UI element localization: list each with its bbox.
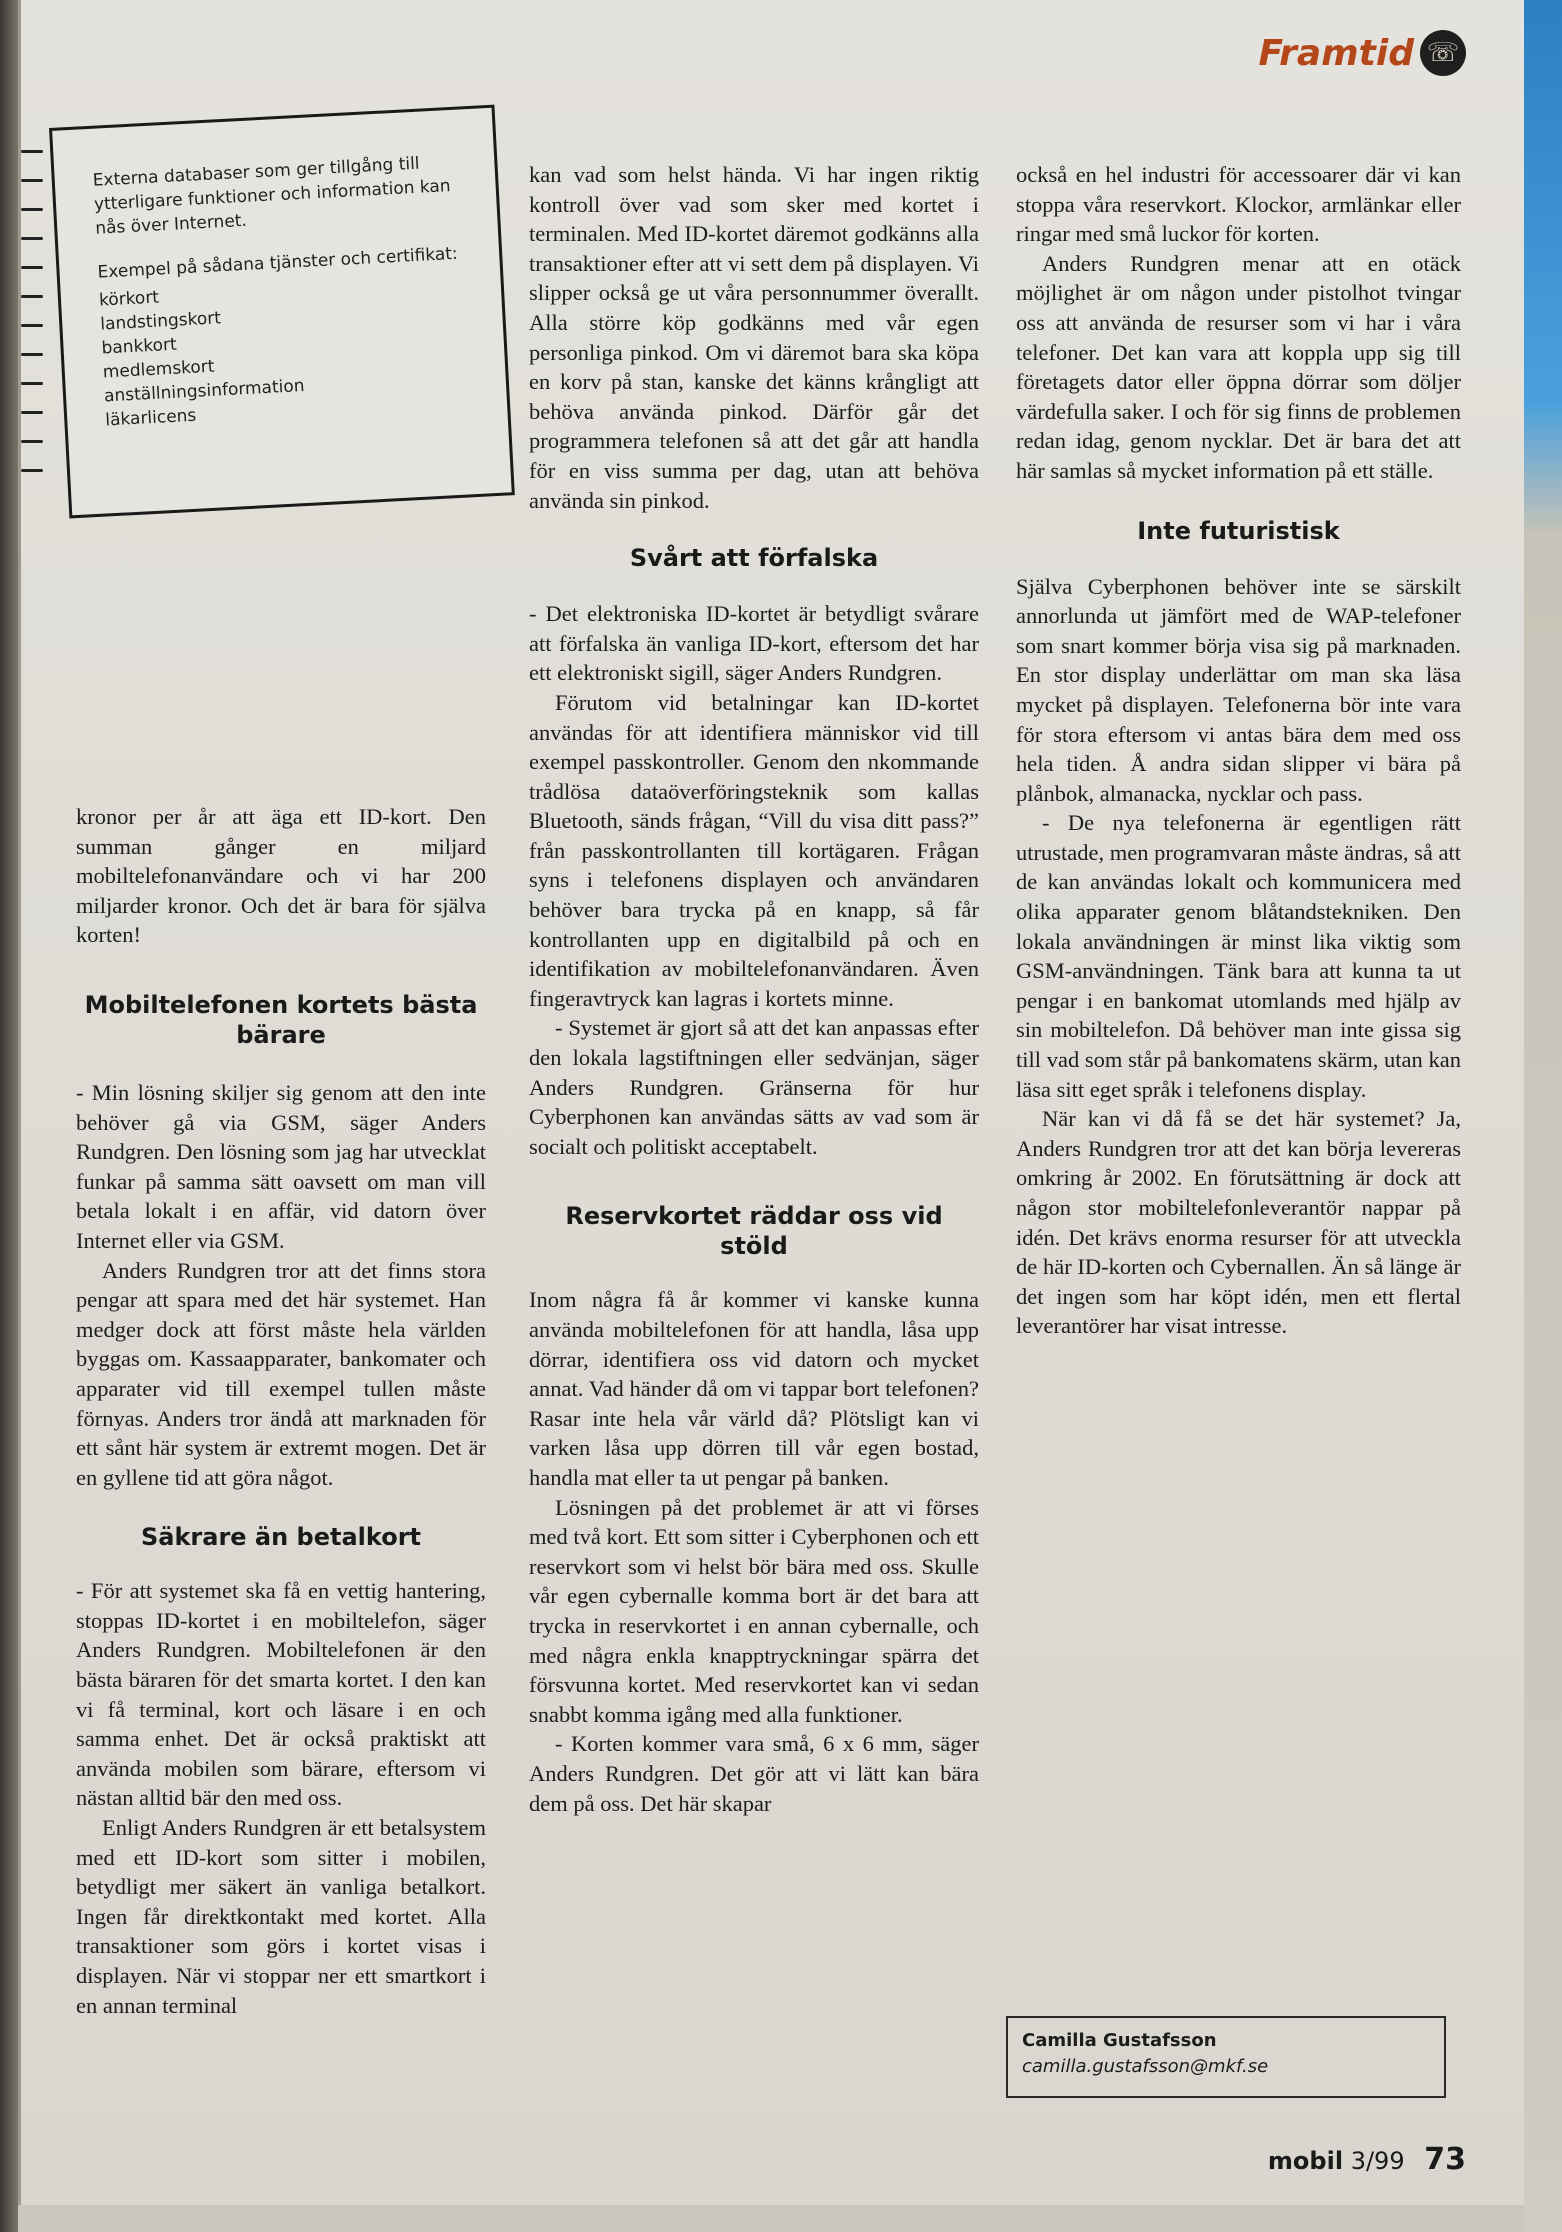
list-item: körkort xyxy=(98,287,160,311)
issue-number: 3/99 xyxy=(1350,2147,1405,2175)
page-edge-lines xyxy=(21,150,45,530)
paragraph: Inom några få år kommer vi kanske kunna använda mobiltelefonen för att handla, låsa upp dörrar, identifiera oss vid datorn och mycket annat. Vad händer då om vi tappar bort telefonen? Rasar inte hela vår värld då? Plötsligt kan vi varken låsa upp dörren till vår egen bostad, handla mat eller ta ut pengar på banken. xyxy=(529,1287,979,1490)
section-title: Framtid xyxy=(1258,32,1414,74)
list-item: läkarlicens xyxy=(104,405,197,431)
magazine-page xyxy=(18,0,1526,2205)
list-item: landstingskort xyxy=(99,308,222,335)
section-header xyxy=(1258,30,1466,76)
paragraph: Själva Cyberphonen behöver inte se särskilt annorlunda ut jämfört med de WAP-telefoner som snart kommer börja visa sig på marknaden. En stor display underlättar om man ska läsa mycket på displayen. Telefonerna bör inte vara för stora eftersom vi antas bära dem med oss hela tiden. Å andra sidan slipper vi bära på plånbok, almanacka, nycklar och pass. xyxy=(1016,573,1461,806)
paragraph: - Min lösning skiljer sig genom att den inte behöver gå via GSM, säger Anders Rundgren. Den lösning som jag har utvecklat funkar på samma sätt oavsett om man vill betala lokalt i en affär, vid datorn över Internet eller via GSM. xyxy=(76,1079,486,1253)
paragraph: - Det elektroniska ID-kortet är betydligt svårare att förfalska än vanliga ID-kort, eftersom det har ett elektroniskt sigill, säger Anders Rundgren. xyxy=(529,601,979,686)
author-name: Camilla Gustafsson xyxy=(1022,2030,1217,2051)
magazine-name: mobil xyxy=(1267,2147,1344,2175)
paragraph: kronor per år att äga ett ID-kort. Den summan gånger en miljard mobiltelefonanvändare och vi har 200 miljarder kronor. Och det är bara för själva korten! xyxy=(76,804,486,948)
subheading: Inte futuristisk xyxy=(1137,516,1340,545)
paragraph: Lösningen på det problemet är att vi förses med två kort. Ett som sitter i Cyberphonen och ett reservkort som vi helst bör bära med oss. Skulle vår egen cybernalle komma bort är det bara att trycka in reservkortet i en annan cybernalle, och med några enkla knapptryckningar spärra det försvunna kortet. Med reservkortet kan vi sedan snabbt komma igång med alla funktioner. xyxy=(529,1494,979,1727)
paragraph: Anders Rundgren tror att det finns stora pengar att spara med det här systemet. Han medger dock att först måste hela världen byggas om. Kassaapparater, bankomater och apparater vid till exempel tullen måste förnyas. Anders tror ändå att marknaden för ett sånt här system är extremt mogen. Det är en gyllene tid att göra något. xyxy=(76,1257,486,1490)
paragraph: - Systemet är gjort så att det kan anpassas efter den lokala lagstiftningen eller sedvänjan, säger Anders Rundgren. Gränserna för hur Cyberphonen kan användas sätts av vad som är socialt och politiskt acceptabelt. xyxy=(529,1015,979,1159)
page-footer xyxy=(1268,2142,1466,2177)
author-email[interactable]: camilla.gustafsson@mkf.se xyxy=(1022,2056,1269,2077)
subheading: Svårt att förfalska xyxy=(629,544,879,573)
paragraph: Förutom vid betalningar kan ID-kortet användas för att identifiera människor vid till exempel passkontroller. Genom den nkommande trådlösa dataöverföringsteknik som kallas Bluetooth, sänds frågan, “Vill du visa ditt pass?” från passkontrollanten till kortägaren. Frågan syns i telefonens displayen och användaren behöver bara trycka på en knapp, så får kontrollanten upp en digitalbild på och en identifikation av mobiltelefonanvändaren. Även fingeravtryck kan lagras i kortets minne. xyxy=(529,689,979,1011)
phone-swirl-icon: ☏ xyxy=(1420,30,1466,76)
sidebox-list xyxy=(98,269,477,432)
sidebox-list-title: Exempel på sådana tjänster och certifikat: xyxy=(97,243,459,283)
binding-spine xyxy=(0,0,18,2232)
column-left xyxy=(76,802,486,2020)
author-byline xyxy=(1006,2016,1446,2098)
paragraph: Enligt Anders Rundgren är ett betalsystem med ett ID-kort som sitter i mobilen, betydligt mer säkert än vanliga betalkort. Ingen får direktkontakt med kortet. Alla transaktioner som görs i kortet visas i displayen. När vi stoppar ner ett smartkort i en annan terminal xyxy=(76,1815,486,2018)
page-number: 73 xyxy=(1424,2142,1466,2177)
column-middle xyxy=(529,160,979,1818)
paragraph: När kan vi då få se det här systemet? Ja, Anders Rundgren tror att det kan börja levereras omkring år 2002. En förutsättning är dock att någon stor mobiltelefonleverantör nappar på idén. Det krävs enorma resurser för att utveckla de här ID-korten och Cybernallen. Än så länge är det ingen som har köpt idén, men ett flertal leverantörer har visat intresse. xyxy=(1016,1106,1461,1339)
subheading: Reservkortet räddar oss vid stöld xyxy=(565,1202,943,1261)
paragraph: kan vad som helst hända. Vi har ingen riktig kontroll över vad som sker med kortet i terminalen. Med ID-kortet däremot godkänns alla transaktioner efter att vi sett dem på displayen. Vi slipper också ge ut våra personnummer överallt. Alla större köp godkänns med vår egen personliga pinkod. Om vi däremot bara ska köpa en korv på stan, kanske det känns krångligt att behöva använda pinkod. Därför går det programmera telefonen så att det går att handla för en viss summa per dag, utan att behöva använda sin pinkod. xyxy=(529,162,979,513)
list-item: bankkort xyxy=(101,334,178,359)
paragraph: Anders Rundgren menar att en otäck möjlighet är om någon under pistolhot tvingar oss att använda de resurser som vi har i våra telefoner. Det kan vara att koppla upp sig till företagets dator eller öppna dörrar som döljer värdefulla saker. I och för sig finns de problemen redan idag, genom nycklar. Det är bara det att här samlas så mycket information på ett ställe. xyxy=(1016,250,1461,483)
sidebox-intro: Externa databaser som ger tillgång till ytterligare funktioner och information kan nås över Internet. xyxy=(92,153,452,239)
paragraph: - Korten kommer vara små, 6 x 6 mm, säger Anders Rundgren. Det gör att vi lätt kan bära dem på oss. Det här skapar xyxy=(529,1731,979,1816)
paragraph: - De nya telefonerna är egentligen rätt utrustade, men programvaran måste ändras, så att de kan användas lokalt och kommunicera med olika apparater genom blåtandstekniken. Den lokala användningen är minst lika viktig som GSM-användningen. Tänk bara att kunna ta ut pengar i en bankomat utomlands med hjälp av sin mobiltelefon. Då behöver man inte gissa sig till vad som står på bankomatens skärm, utan kan läsa sitt eget språk i telefonens display. xyxy=(1016,810,1461,1102)
info-sidebox xyxy=(49,105,515,519)
subheading: Säkrare än betalkort xyxy=(140,1523,422,1552)
paragraph: också en hel industri för accessoarer där vi kan stoppa våra reservkort. Klockor, armlänkar eller ringar med små luckor för korten. xyxy=(1016,162,1461,247)
list-item: anställningsinformation xyxy=(103,375,306,407)
column-right xyxy=(1016,160,1461,1341)
next-page-edge xyxy=(1524,0,1562,2232)
paragraph: - För att systemet ska få en vettig hantering, stoppas ID-kortet i en mobiltelefon, säger Anders Rundgren. Mobiltelefonen är den bästa bäraren för det smarta kortet. I den kan vi få terminal, kort och läsare i en och samma enhet. Det är också praktiskt att använda mobilen som bärare, eftersom vi nästan alltid bär den med oss. xyxy=(76,1578,486,1811)
subheading: Mobiltelefonen kortets bästa bärare xyxy=(84,990,478,1049)
list-item: medlemskort xyxy=(102,356,215,383)
